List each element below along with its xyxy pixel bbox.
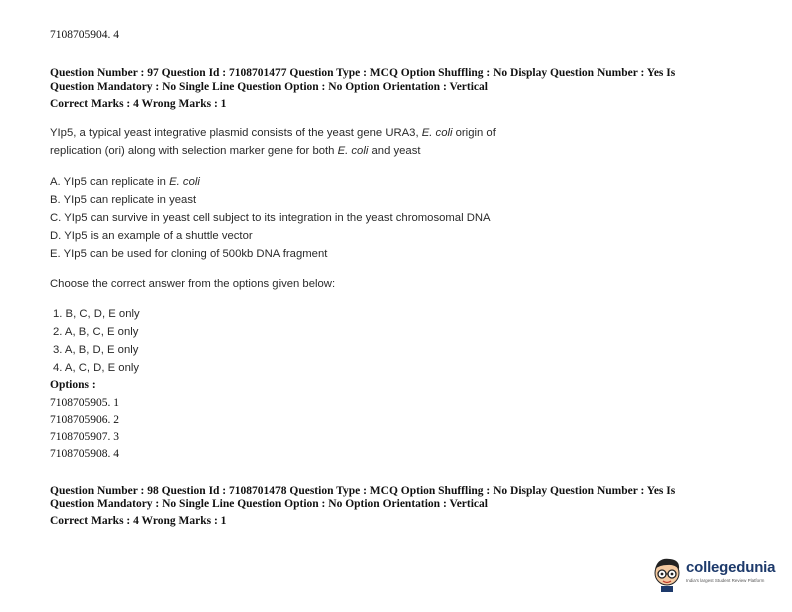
instruction: Choose the correct answer from the options given below: bbox=[50, 278, 336, 290]
stem-text: and yeast bbox=[368, 145, 421, 157]
option-id-3: 7108705907. 3 bbox=[50, 431, 119, 443]
option-id-2: 7108705906. 2 bbox=[50, 414, 119, 426]
choice-2: 2. A, B, C, E only bbox=[53, 326, 139, 338]
previous-option-id: 7108705904. 4 bbox=[50, 29, 119, 41]
statement-e: E. YIp5 can be used for cloning of 500kb DNA fragment bbox=[50, 248, 328, 260]
q97-stem-line2 bbox=[50, 142, 421, 160]
choice-4: 4. A, C, D, E only bbox=[53, 362, 140, 374]
choice-1: 1. B, C, D, E only bbox=[53, 308, 140, 320]
stem-italic: E. coli bbox=[421, 127, 453, 139]
stem-text: replication (ori) along with selection marker gene for both bbox=[50, 145, 338, 157]
q97-stem-line1 bbox=[50, 124, 496, 142]
q97-header-line1: Question Number : 97 Question Id : 7108701477 Question Type : MCQ Option Shuffling : No Display Question Number : Yes Is bbox=[50, 67, 676, 79]
statement-text: A. YIp5 can replicate in bbox=[50, 176, 170, 188]
statement-b: B. YIp5 can replicate in yeast bbox=[50, 194, 197, 206]
statement-c: C. YIp5 can survive in yeast cell subject to its integration in the yeast chromosomal DNA bbox=[50, 212, 491, 224]
student-mascot-icon bbox=[650, 555, 684, 595]
statement-a bbox=[50, 173, 200, 191]
logo-tagline: India's largest Student Review Platform bbox=[686, 578, 765, 583]
stem-text: origin of bbox=[452, 127, 496, 139]
q98-marks: Correct Marks : 4 Wrong Marks : 1 bbox=[50, 515, 227, 527]
stem-text: YIp5, a typical yeast integrative plasmid consists of the yeast gene URA3, bbox=[50, 127, 422, 139]
choice-3: 3. A, B, D, E only bbox=[53, 344, 139, 356]
stem-italic: E. coli bbox=[337, 145, 369, 157]
statement-d: D. YIp5 is an example of a shuttle vector bbox=[50, 230, 253, 242]
logo-wordmark: collegedunia bbox=[686, 559, 776, 576]
statement-italic: E. coli bbox=[169, 176, 200, 188]
option-id-4: 7108705908. 4 bbox=[50, 448, 119, 460]
options-label: Options : bbox=[50, 379, 96, 391]
q97-marks: Correct Marks : 4 Wrong Marks : 1 bbox=[50, 98, 227, 110]
q97-header-line2: Question Mandatory : No Single Line Question Option : No Option Orientation : Vertical bbox=[50, 81, 488, 93]
option-id-1: 7108705905. 1 bbox=[50, 397, 119, 409]
collegedunia-logo bbox=[650, 555, 782, 595]
q98-header-line2: Question Mandatory : No Single Line Question Option : No Option Orientation : Vertical bbox=[50, 498, 488, 510]
q98-header-line1: Question Number : 98 Question Id : 7108701478 Question Type : MCQ Option Shuffling : No Display Question Number : Yes Is bbox=[50, 485, 676, 497]
